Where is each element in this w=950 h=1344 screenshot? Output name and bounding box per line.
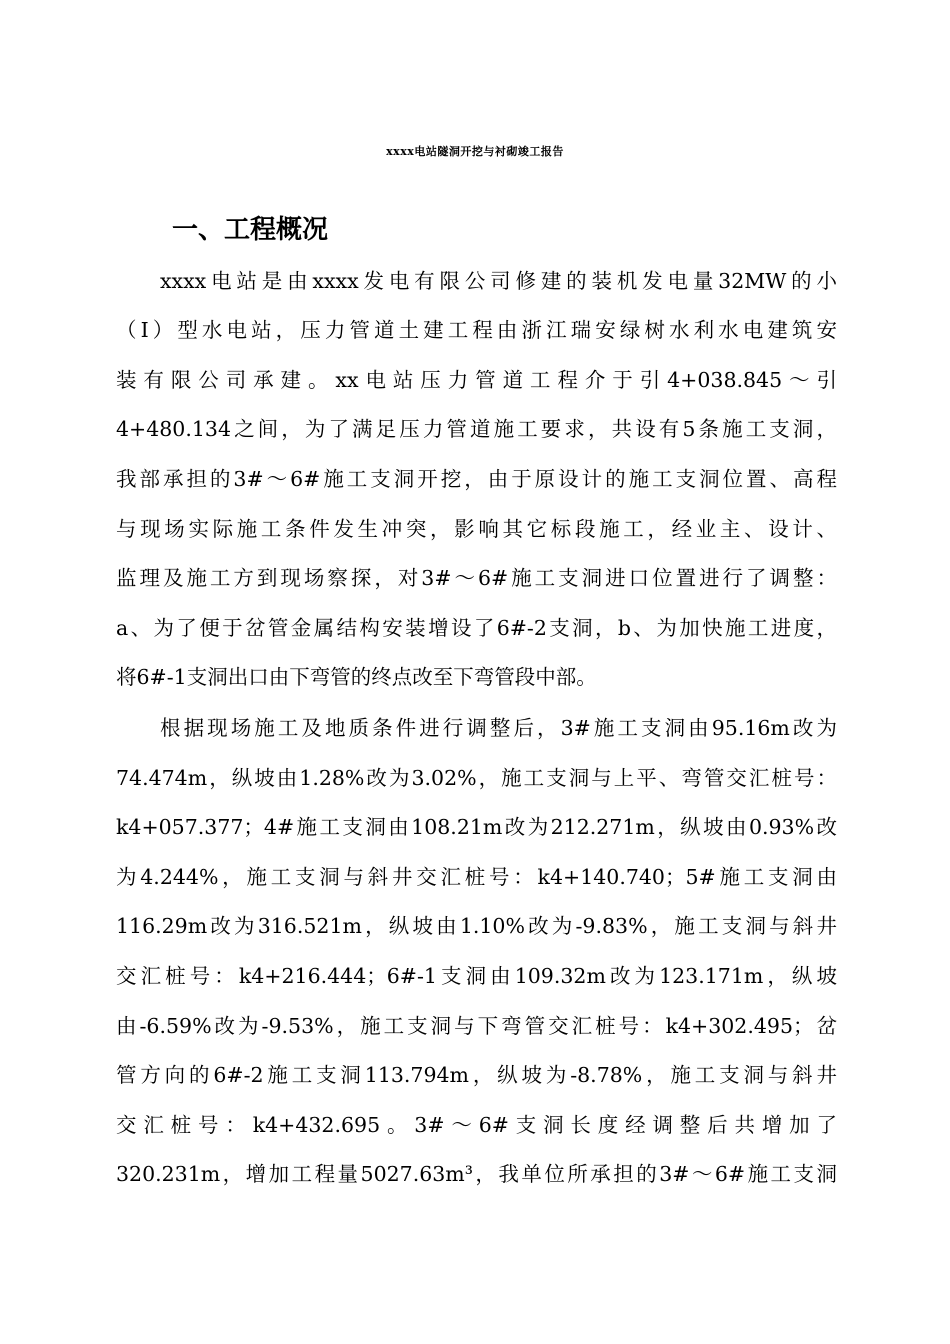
paragraph-line: 监理及施工方到现场察探，对3#～6#施工支洞进口位置进行了调整： [116,566,837,590]
paragraph-line: 我部承担的3#～6#施工支洞开挖，由于原设计的施工支洞位置、高程 [116,467,837,491]
paragraph-line: 为4.244%，施工支洞与斜井交汇桩号：k4+140.740；5#施工支洞由 [116,865,837,889]
paragraph-line: 将6#-1支洞出口由下弯管的终点改至下弯管段中部。 [116,665,597,689]
paragraph-line: 交汇桩号：k4+432.695。3#～6#支洞长度经调整后共增加了 [116,1113,837,1137]
paragraph-line: xxxx电站是由xxxx发电有限公司修建的装机发电量32MW的小 [160,269,837,293]
paragraph-line: 交汇桩号：k4+216.444；6#-1支洞由109.32m改为123.171m，纵坡 [116,964,837,988]
document-title: xxxx电站隧洞开挖与衬砌竣工报告 [386,145,564,158]
paragraph-line: 由-6.59%改为-9.53%，施工支洞与下弯管交汇桩号：k4+302.495；岔 [116,1014,837,1038]
paragraph-line: 320.231m，增加工程量5027.63m³，我单位所承担的3#～6#施工支洞 [116,1162,837,1186]
paragraph-line: 装有限公司承建。xx电站压力管道工程介于引4+038.845～引 [116,368,837,392]
paragraph-line: k4+057.377；4#施工支洞由108.21m改为212.271m，纵坡由0.93%改 [116,815,837,839]
paragraph-line: 4+480.134之间，为了满足压力管道施工要求，共设有5条施工支洞， [116,417,837,441]
paragraph-line: 与现场实际施工条件发生冲突，影响其它标段施工，经业主、设计、 [116,517,837,541]
section-heading: 一、工程概况 [172,215,329,245]
paragraph-line: 74.474m，纵坡由1.28%改为3.02%，施工支洞与上平、弯管交汇桩号： [116,766,837,790]
paragraph-line: 根据现场施工及地质条件进行调整后，3#施工支洞由95.16m改为 [160,716,837,740]
paragraph-line: 116.29m改为316.521m，纵坡由1.10%改为-9.83%，施工支洞与斜井 [116,914,837,938]
paragraph-line: 管方向的6#-2施工支洞113.794m，纵坡为-8.78%，施工支洞与斜井 [116,1063,837,1087]
paragraph-line: （Ⅰ）型水电站，压力管道土建工程由浙江瑞安绿树水利水电建筑安 [116,318,837,342]
paragraph-line: a、为了便于岔管金属结构安装增设了6#-2支洞，b、为加快施工进度， [116,616,837,640]
